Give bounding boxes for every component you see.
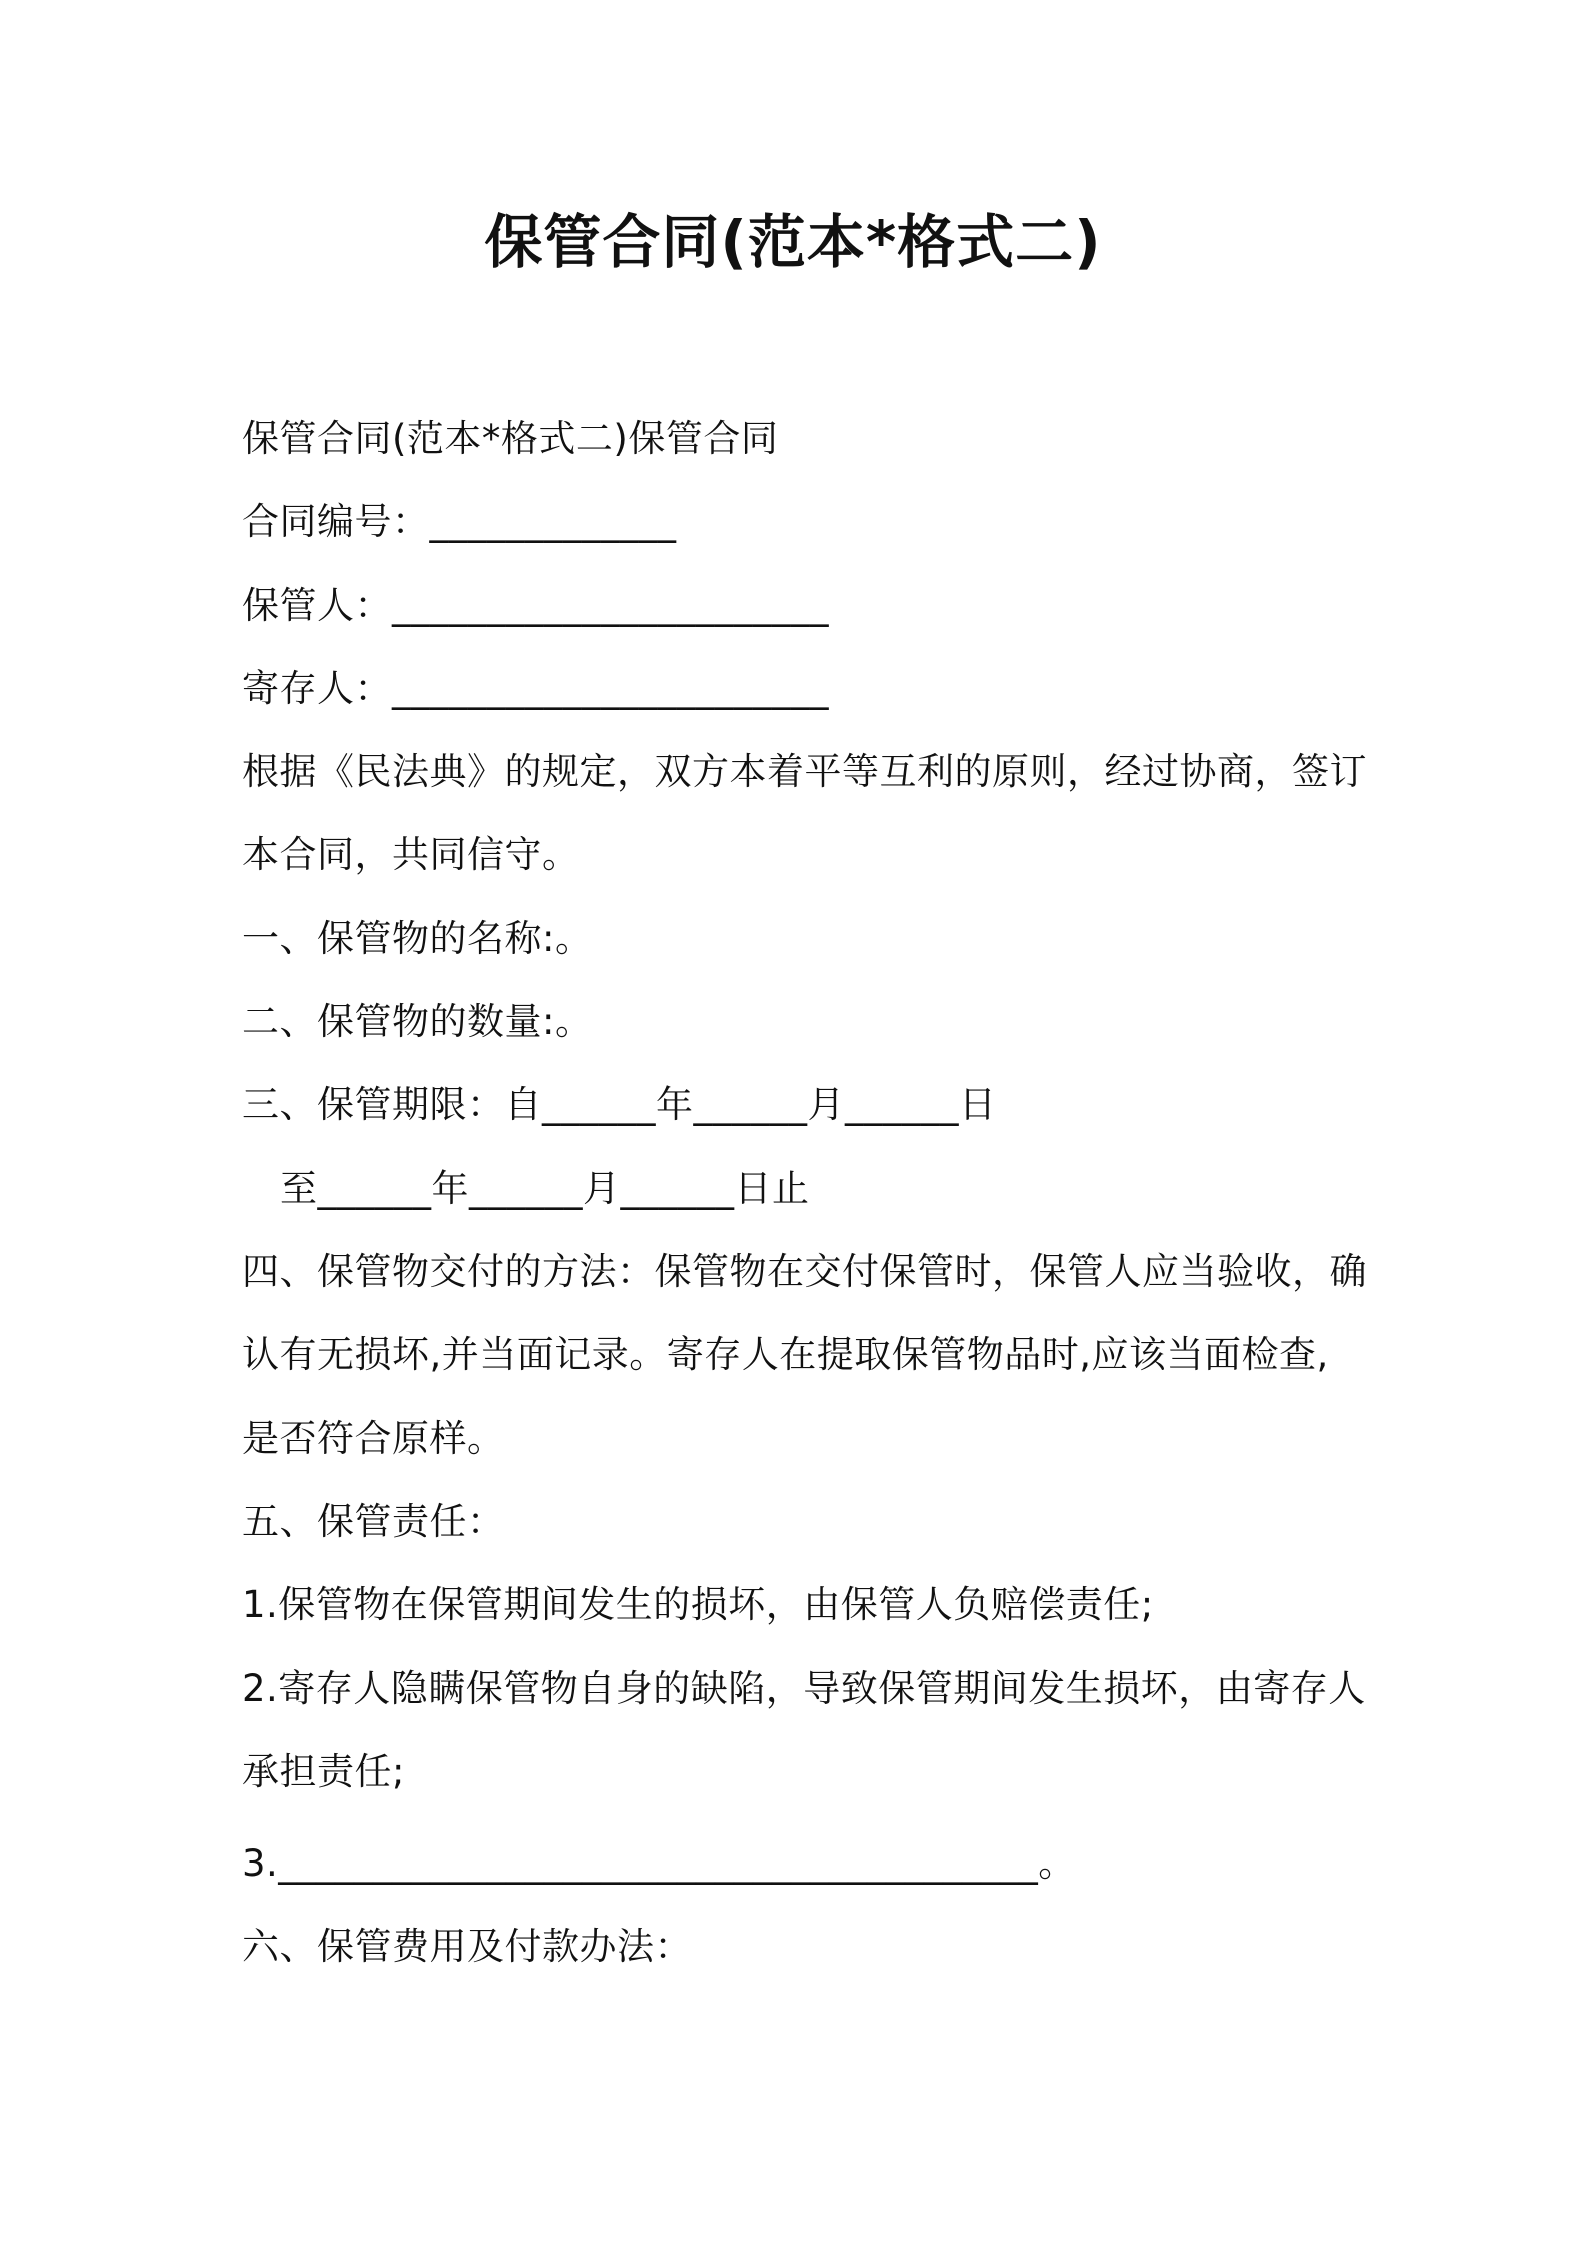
contract-number-line: 合同编号：_____________ bbox=[242, 500, 677, 543]
clause-6-heading: 六、保管费用及付款办法： bbox=[242, 1925, 692, 1968]
preamble-line-2: 本合同，共同信守。 bbox=[242, 833, 580, 876]
clause-2-item-quantity: 二、保管物的数量:。 bbox=[242, 1000, 593, 1043]
clause-3-term-start: 三、保管期限：自______年______月______日 bbox=[242, 1083, 997, 1126]
clause-4-line-2: 认有无损坏,并当面记录。寄存人在提取保管物品时,应该当面检查, bbox=[242, 1333, 1329, 1376]
clause-4-line-1: 四、保管物交付的方法：保管物在交付保管时，保管人应当验收，确 bbox=[242, 1250, 1367, 1293]
clause-5-heading: 五、保管责任： bbox=[242, 1500, 505, 1543]
clause-5-item-2-line-1: 2.寄存人隐瞒保管物自身的缺陷，导致保管期间发生损坏，由寄存人 bbox=[242, 1667, 1366, 1710]
clause-5-item-2-line-2: 承担责任; bbox=[242, 1750, 405, 1793]
clause-5-item-1: 1.保管物在保管期间发生的损坏，由保管人负赔偿责任; bbox=[242, 1583, 1154, 1626]
document-title: 保管合同(范本*格式二) bbox=[484, 208, 1102, 276]
clause-3-term-end: 至______年______月______日止 bbox=[280, 1167, 810, 1210]
clause-1-item-name: 一、保管物的名称:。 bbox=[242, 917, 593, 960]
preamble-line-1: 根据《民法典》的规定，双方本着平等互利的原则，经过协商，签订 bbox=[242, 750, 1367, 793]
clause-4-line-3: 是否符合原样。 bbox=[242, 1417, 505, 1460]
contract-heading-line: 保管合同(范本*格式二)保管合同 bbox=[242, 417, 779, 460]
depositor-line: 寄存人：_______________________ bbox=[242, 667, 829, 710]
clause-5-item-3: 3.________________________________________。 bbox=[242, 1842, 1076, 1885]
custodian-line: 保管人：_______________________ bbox=[242, 584, 829, 627]
